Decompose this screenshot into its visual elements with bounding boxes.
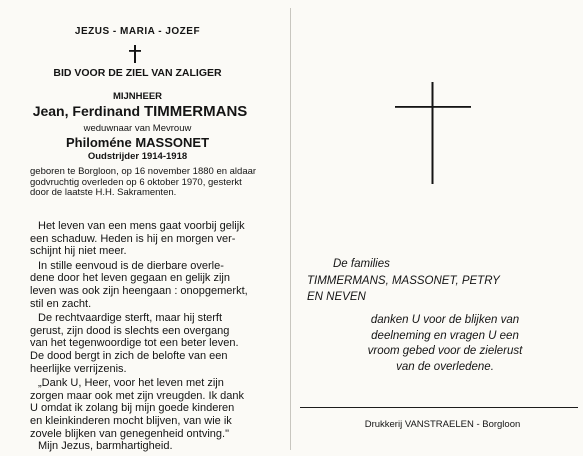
biography-line: door de laatste H.H. Sakramenten. (30, 187, 177, 198)
family-names-line: TIMMERMANS, MASSONET, PETRY (307, 275, 500, 287)
poem-line: van het tegenwoordige tot een beter leven. (30, 337, 239, 350)
poem-line: De rechtvaardige sterft, maar hij sterft (38, 312, 223, 325)
poem-line: zorgen maar ook met zijn vreugden. Ik dank (30, 389, 245, 402)
wife-surname: MASSONET (135, 135, 210, 150)
poem-line: In stille eenvoud is de dierbare overle- (38, 259, 224, 272)
poem-line: een schaduw. Heden is hij en morgen ver- (30, 232, 236, 245)
deceased-name (10, 103, 270, 120)
invocation-line: JEZUS - MARIA - JOZEF (74, 26, 201, 37)
families-intro: De families (333, 258, 390, 270)
thanks-line: van de overledene. (396, 360, 494, 373)
poem-line: schijnt hij niet meer. (30, 245, 127, 258)
thanks-line: deelneming en vragen U een (371, 329, 519, 342)
printer-credit: Drukkerij VANSTRAELEN - Borgloon (364, 419, 521, 430)
fold-line (290, 8, 291, 450)
poem-line: heerlijke verrijzenis. (30, 362, 127, 375)
poem-line: U omdat ik zolang bij mijn goede kinderen (30, 402, 235, 415)
thanks-line: danken U voor de blijken van (370, 314, 520, 326)
veteran-line: Oudstrijder 1914-1918 (87, 151, 188, 162)
poem-line: stil en zacht. (30, 297, 92, 310)
small-cross-icon (125, 44, 145, 64)
surname: TIMMERMANS (143, 103, 248, 120)
biography-line: geboren te Borgloon, op 16 november 1880 en aldaar (30, 166, 257, 177)
poem-line: en kleinkinderen mocht blijven, van wie ik (30, 414, 232, 427)
wife-name (20, 135, 255, 150)
biography (30, 167, 280, 199)
honorific: MIJNHEER (112, 91, 163, 102)
thanks-text (320, 313, 570, 375)
poem-line: leven was ook zijn heengaan : onopgemerkt, (30, 284, 248, 297)
memorial-poem (30, 220, 285, 453)
poem-line: gerust, zijn dood is slechts een overgang (30, 324, 230, 337)
given-names: Jean, Ferdinand (32, 103, 144, 119)
poem-line: Mijn Jezus, barmhartigheid. (38, 440, 173, 453)
biography-line: godvruchtig overleden op 6 oktober 1970, gesterkt (30, 176, 242, 188)
family-names-line: EN NEVEN (307, 291, 366, 303)
poem-line: zovele blijken van genegenheid ontving." (30, 427, 229, 440)
widower-text: weduwnaar van Mevrouw (83, 123, 192, 134)
footer-rule (300, 407, 578, 408)
thanks-line: vroom gebed voor de zielerust (367, 345, 523, 358)
poem-line: De dood bergt in zich de belofte van een (30, 349, 228, 362)
prayer-line: BID VOOR DE ZIEL VAN ZALIGER (53, 67, 222, 79)
poem-line: „Dank U, Heer, voor het leven met zijn (38, 377, 224, 390)
poem-line: Het leven van een mens gaat voorbij gelijk (38, 220, 245, 232)
large-cross-icon (395, 82, 471, 184)
wife-given-names: Philoméne (65, 135, 136, 150)
poem-line: dene door het leven gegaan en gelijk zijn (30, 272, 230, 285)
